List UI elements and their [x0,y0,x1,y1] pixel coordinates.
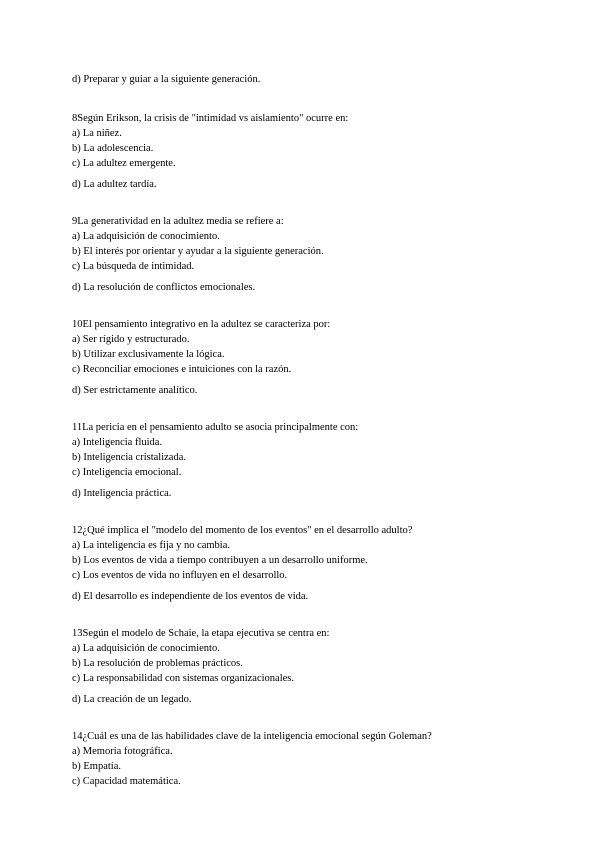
option-d: d) Ser estrictamente analítico. [72,385,198,396]
option-d: d) La adultez tardía. [72,179,157,190]
option-a: a) La adquisición de conocimiento. [72,643,220,654]
option-d: d) La creación de un legado. [72,694,192,705]
option-a: a) La inteligencia es fija y no cambia. [72,540,231,551]
option-d: d) La resolución de conflictos emocionales. [72,282,256,293]
option-a: a) Ser rígido y estructurado. [72,334,190,345]
option-c: c) La responsabilidad con sistemas organizacionales. [72,673,294,684]
question-block [72,729,542,789]
option-b: b) Los eventos de vida a tiempo contribuyen a un desarrollo uniforme. [72,555,368,566]
question-title: 8Según Erikson, la crisis de "intimidad vs aislamiento" ocurre en: [72,113,349,124]
document-page [72,72,542,811]
question-title: 12¿Qué implica el "modelo del momento de los eventos" en el desarrollo adulto? [72,525,413,536]
option-d: d) Inteligencia práctica. [72,488,172,499]
option-a: a) Memoria fotográfica. [72,746,173,757]
option-a: a) Inteligencia fluida. [72,437,163,448]
option-c: c) La búsqueda de intimidad. [72,261,195,272]
intro-option-line: d) Preparar y guiar a la siguiente generación. [72,74,261,85]
option-a: a) La adquisición de conocimiento. [72,231,220,242]
question-block [72,317,542,398]
option-b: b) La adolescencia. [72,143,154,154]
question-block [72,626,542,707]
question-title: 9La generatividad en la adultez media se refiere a: [72,216,284,227]
option-b: b) El interés por orientar y ayudar a la siguiente generación. [72,246,324,257]
question-block [72,111,542,192]
question-title: 13Según el modelo de Schaie, la etapa ejecutiva se centra en: [72,628,330,639]
option-b: b) Utilizar exclusivamente la lógica. [72,349,225,360]
option-c: c) La adultez emergente. [72,158,176,169]
question-block [72,523,542,604]
option-c: c) Inteligencia emocional. [72,467,182,478]
option-b: b) Inteligencia cristalizada. [72,452,186,463]
option-c: c) Los eventos de vida no influyen en el desarrollo. [72,570,288,581]
option-d: d) El desarrollo es independiente de los eventos de vida. [72,591,309,602]
option-c: c) Capacidad matemática. [72,776,181,787]
question-block [72,214,542,295]
option-c: c) Reconciliar emociones e intuiciones con la razón. [72,364,292,375]
option-b: b) Empatía. [72,761,121,772]
question-block [72,420,542,501]
question-title: 11La pericia en el pensamiento adulto se asocia principalmente con: [72,422,359,433]
question-title: 10El pensamiento integrativo en la adultez se caracteriza por: [72,319,331,330]
option-a: a) La niñez. [72,128,122,139]
question-title: 14¿Cuál es una de las habilidades clave de la inteligencia emocional según Goleman? [72,731,432,742]
option-b: b) La resolución de problemas prácticos. [72,658,243,669]
